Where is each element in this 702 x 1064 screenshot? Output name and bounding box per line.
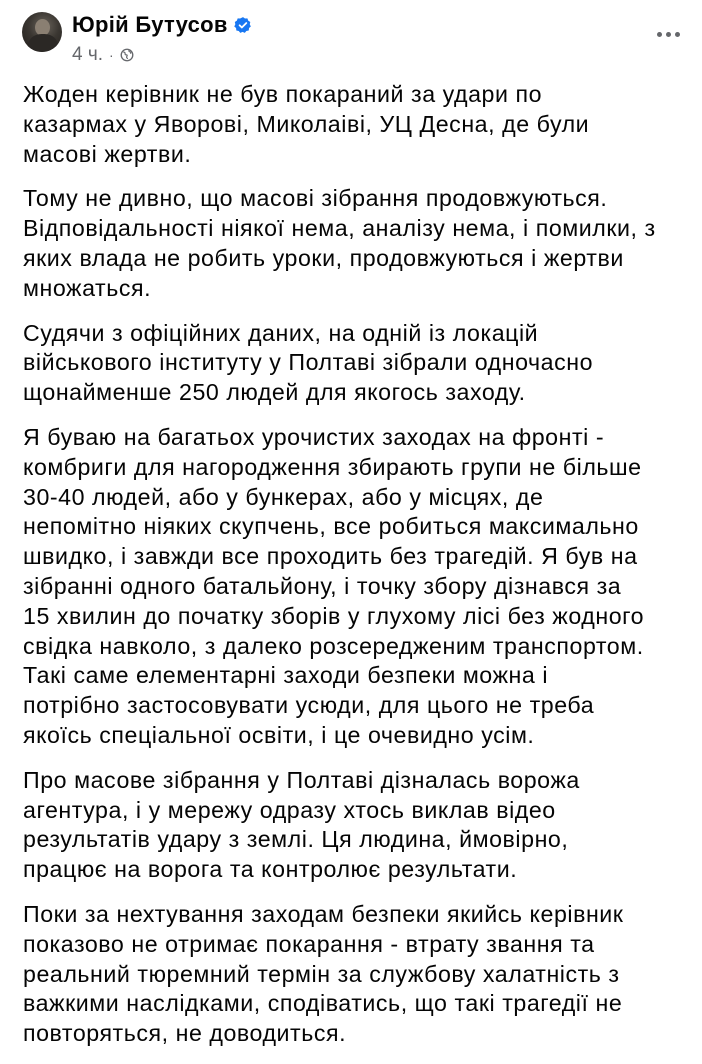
more-options-icon[interactable] bbox=[657, 32, 680, 37]
post-header bbox=[22, 10, 682, 72]
post-body bbox=[23, 80, 691, 1064]
more-dot bbox=[657, 32, 662, 37]
verified-badge-icon bbox=[234, 16, 252, 34]
post-paragraph: Я буваю на багатьох урочистих заходах на фронті - комбриги для нагородження збирають групи не більше 30-40 людей, або у бункерах, або у місцях, де непомітно ніяких скупчень, все робиться максимально швидко, і завжди все проходить без трагедій. Я був на зібранні одного батальйону, і точку збору дізнався за 15 хвилин до початку зборів у глухому лісі без жодного свідка навколо, з далеко розсередженим транспортом. Такі саме елементарні заходи безпеки можна і потрібно застосовувати усюди, для цього не треба якоїсь спеціальної освіти, і це очевидно усім. bbox=[23, 423, 645, 748]
post-paragraph: Поки за нехтування заходам безпеки якийсь керівник показово не отримає покарання - втрату звання та реальний тюремний термін за службову халатність з важкими наслідками, сподіватись, що такі трагедії не повторяться, не доводиться. bbox=[23, 900, 624, 1047]
post-paragraph: Тому не дивно, що масові зібрання продовжуються. Відповідальності ніякої нема, аналізу нема, і помилки, з яких влада не робить уроки, продовжуються і жертви множаться. bbox=[23, 185, 656, 301]
more-dot bbox=[675, 32, 680, 37]
meta-separator: · bbox=[109, 47, 114, 63]
globe-icon[interactable] bbox=[120, 48, 134, 62]
post-paragraph: Жоден керівник не був покараний за удари по казармах у Яворові, Миколаіві, УЦ Десна, де були масові жертви. bbox=[23, 81, 590, 167]
avatar-body-shape bbox=[28, 34, 58, 52]
post-meta bbox=[72, 44, 134, 66]
more-dot bbox=[666, 32, 671, 37]
author-row bbox=[72, 12, 252, 38]
post-timestamp[interactable]: 4 ч. bbox=[72, 44, 104, 65]
author-avatar[interactable] bbox=[22, 12, 62, 52]
author-name[interactable]: Юрій Бутусов bbox=[72, 12, 228, 37]
post-paragraph: Про масове зібрання у Полтаві дізналась ворожа агентура, і у мережу одразу хтось виклав відео результатів удару з землі. Ця людина, ймовірно, працює на ворога та контролює результати. bbox=[23, 766, 580, 883]
post-paragraph: Судячи з офіційних даних, на одній із локацій військового інституту у Полтаві зібрали одночасно щонайменше 250 людей для якогось заходу. bbox=[23, 319, 594, 406]
